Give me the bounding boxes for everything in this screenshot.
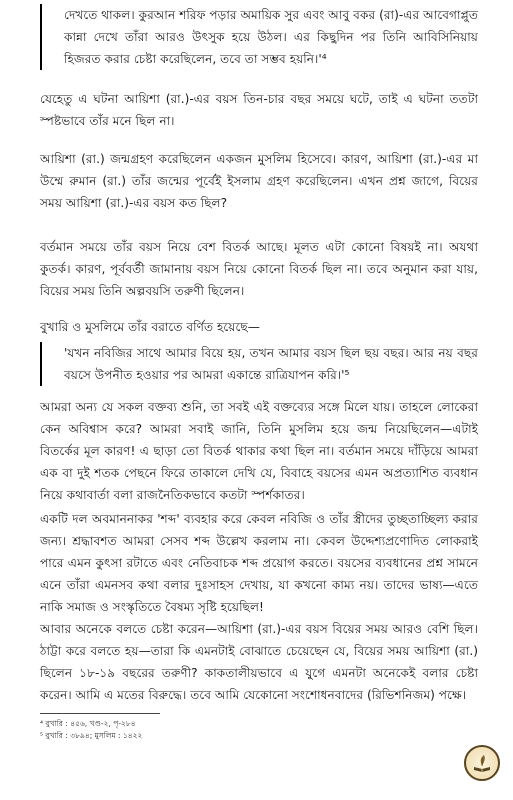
paragraph-bukhari-intro: বুখারি ও মুসলিমে তাঁর বরাতে বর্ণিত হয়েছে— (40, 320, 260, 334)
block-quote-hijrah (40, 4, 478, 70)
book-quill-emblem-icon (464, 745, 500, 781)
footnote-divider (40, 713, 160, 714)
paragraph-born-muslim: আয়িশা (রা.) জন্মগ্রহণ করেছিলেন একজন মুসলিম হিসেবে। কারণ, আয়িশা (রা.)-এর মা উম্মে রুমান (রা.) তাঁর জন্মের পূর্বেই ইসলাম গ্রহণ করেছিলেন। এখন প্রশ্ন জাগে, বিয়ের সময় আয়িশা (রা.)-এর বয়স কত ছিল? (40, 152, 478, 210)
paragraph-age-event: যেহেতু এ ঘটনা আয়িশা (রা.)-এর বয়স তিন-চার বছর সময়ে ঘটে, তাই এ ঘটনা ততটা স্পষ্টভাবে তাঁর মনে ছিল না। (40, 92, 478, 128)
quote-paragraph-1: দেখতে থাকল। কুরআন শরিফ পড়ার অমায়িক সুর এবং আবু বকর (রা)-এর আবেগাপ্লুত কান্না দেখে তাঁরা আরও উৎসুক হয়ে উঠল। এর কিছুদিন পর তিনি আবিসিনিয়ায় হিজরত করার চেষ্টা করেছিলেন, তবে তা সম্ভব হয়নি।'⁴ (64, 8, 478, 66)
footnote-5: ⁵ বুখারি : ৩৮৯৪; মুসলিম : ১৪২২ (40, 731, 143, 740)
block-quote-hadith (40, 342, 478, 386)
footnotes (40, 713, 340, 742)
paragraph-insult-words: একটি দল অবমাননাকর 'শব্দ' ব্যবহার করে কেবল নবিজি ও তাঁর স্ত্রীদের তুচ্ছতাচ্ছিল্য করার জন্য। শ্রদ্ধাবশত আমরা সেসব শব্দ উল্লেখ করলাম না। কেবল উদ্দেশ্যপ্রণোদিত লোকরাই পারে এমন কুৎসা রটাতে এবং নেতিবাচক শব্দ প্রয়োগ করতে। বয়সের ব্যবধানের প্রশ্ন সামনে এনে তাঁরা এমনসব কথা বলার দুঃসাহস দেখায়, যা কখনো কাম্য নয়। তাদের ভাষ্য—এতে নাকি সমাজ ও সংস্কৃতিতে বৈষম্য সৃষ্টি হয়েছিল! (40, 512, 478, 614)
footnote-4: ⁴ বুখারি : ৪৫৬, খণ্ড-২, পৃ-২৮৪ (40, 719, 136, 728)
quote-paragraph-2: 'যখন নবিজির সাথে আমার বিয়ে হয়, তখন আমার বয়স ছিল ছয় বছর। আর নয় বছর বয়সে উপনীত হওয়ার পর আমরা একান্তে রাত্রিযাপন করি।'⁵ (64, 346, 478, 382)
paragraph-older-age-claim: আবার অনেকে বলতে চেষ্টা করেন—আয়িশা (রা.)-এর বয়স বিয়ের সময় আরও বেশি ছিল। ঠাট্টা করে বলতে হয়—তারা কি এমনটাই বোঝাতে চেয়েছেন যে, বিয়ের সময় আয়িশা (রা.) ছিলেন ১৮-১৯ বছরের তরুণী? কাকতালীয়ভাবে এ যুগে এমনটা অনেকেই বলার চেষ্টা করেন। আমি এ মতের বিরুদ্ধে। তবে আমি যেকোনো সংশোধনবাদের (রিভিশনিজম) পক্ষে। (40, 622, 478, 702)
paragraph-debate: বর্তমান সময়ে তাঁর বয়স নিয়ে বেশ বিতর্ক আছে। মূলত এটা কোনো বিষয়ই না। অযথা কুতর্ক। কারণ, পূর্ববর্তী জামানায় বয়স নিয়ে কোনো বিতর্ক ছিল না। তবে অনুমান করা যায়, বিয়ের সময় তিনি অল্পবয়সি তরুণী ছিলেন। (40, 240, 478, 298)
paragraph-disbelief: আমরা অন্য যে সকল বক্তব্য শুনি, তা সবই এই বক্তব্যের সঙ্গে মিলে যায়। তাহলে লোকেরা কেন অবিশ্বাস করে? আমরা সবাই জানি, তিনি মুসলিম হয়ে জন্ম নিয়েছিলেন—এটাই বিতর্কের মূল কারণ! এ ছাড়া তো বিতর্ক থাকার কথা ছিল না। বর্তমান সময়ে দাঁড়িয়ে আমরা এক বা দুই শতক পেছনে ফিরে তাকালে দেখি যে, বিবাহে বয়সের এমন অপ্রত্যাশিত ব্যবধান নিয়ে কথাবার্তা বলা রাজনৈতিকভাবে কতটা স্পর্শকাতর। (40, 400, 478, 502)
